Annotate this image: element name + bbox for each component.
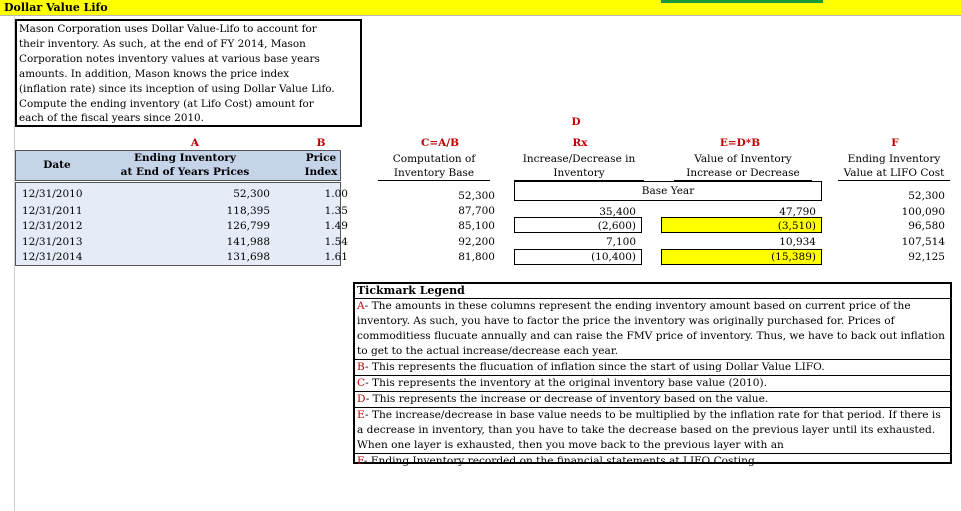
col-letter-c: C=A/B: [420, 137, 459, 149]
header-computation-1: Computation of: [392, 153, 476, 165]
legend-text: - The increase/decrease in base value needs to be multiplied by the inflation rate for that period. If there is a decrease in inventory, than you have to take the decrease based on the previous layer until its exhausted. When one layer is exhausted, then you move back to the previous layer with an: [357, 409, 941, 451]
legend-text: - This represents the inventory at the original inventory base value (2010).: [365, 377, 768, 389]
cell-inventory-base[interactable]: 87,700: [458, 205, 495, 217]
legend-text: - The amounts in these columns represent the ending inventory amount based on current price of the inventory. As such, you have to factor the price the inventory was originally purchased for. Prices of commoditiess flucuate annually and can raise the FMV price of inventory. Thus, we have to back out inflation to get to the actual increase/decrease each year.: [357, 300, 945, 357]
header-ending-lifo-1: Ending Inventory: [847, 153, 941, 165]
cell-ending-inventory[interactable]: 131,698: [226, 251, 270, 263]
legend-item-f: [355, 453, 950, 469]
legend-letter: E: [357, 409, 365, 421]
cell-value-change[interactable]: 47,790: [779, 206, 816, 218]
legend-letter: C: [357, 377, 366, 389]
cell-ending-lifo[interactable]: 100,090: [901, 206, 945, 218]
cell-date[interactable]: 12/31/2014: [22, 251, 83, 263]
cell-ending-lifo[interactable]: 92,125: [908, 251, 945, 263]
cell-date[interactable]: 12/31/2011: [22, 205, 83, 217]
cell-inventory-change[interactable]: (10,400): [591, 251, 636, 263]
cell-date[interactable]: 12/31/2013: [22, 236, 83, 248]
cell-price-index[interactable]: 1.61: [324, 251, 348, 263]
header-value-2: Increase or Decrease: [674, 166, 812, 181]
col-letter-a: A: [190, 137, 200, 149]
cell-ending-inventory[interactable]: 126,799: [226, 220, 270, 232]
legend-item-b: [355, 359, 950, 375]
legend-item-e: [355, 407, 950, 453]
header-date: Date: [43, 159, 71, 171]
legend-letter: A: [357, 300, 365, 312]
cell-inventory-base[interactable]: 52,300: [458, 190, 495, 202]
selected-cell-indicator: [661, 0, 823, 3]
col-letter-rx: Rx: [572, 137, 588, 149]
header-price-2: Index: [304, 166, 338, 178]
col-letter-d: D: [571, 116, 581, 128]
tickmark-legend-textbox[interactable]: [353, 282, 952, 467]
legend-item-a: [355, 299, 950, 359]
cell-ending-inventory[interactable]: 141,988: [226, 236, 270, 248]
legend-title: Tickmark Legend: [355, 284, 950, 299]
legend-text: - This represents the flucuation of inflation since the start of using Dollar Value LIFO.: [364, 361, 825, 373]
legend-letter: F: [357, 455, 364, 467]
col-letter-f: F: [891, 137, 899, 149]
cell-price-index[interactable]: 1.54: [324, 236, 348, 248]
cell-ending-inventory[interactable]: 118,395: [226, 205, 270, 217]
col-letter-b: B: [316, 137, 326, 149]
header-price-1: Price: [305, 152, 337, 164]
legend-letter: D: [357, 393, 366, 405]
cell-inventory-base[interactable]: 85,100: [458, 220, 495, 232]
legend-item-d: [355, 391, 950, 407]
intro-textbox[interactable]: Mason Corporation uses Dollar Value-Lifo to account for their inventory. As such, at the end of FY 2014, Mason Corporation notes inventory values at various base years amounts. In addition, Mason knows the price index (inflation rate) since its inception of using Dollar Value Lifo. Compute the ending inventory (at Lifo Cost) amount for each of the fiscal years since 2010.: [15, 19, 362, 127]
cell-ending-lifo[interactable]: 52,300: [908, 190, 945, 202]
cell-date[interactable]: 12/31/2012: [22, 220, 83, 232]
cell-ending-inventory[interactable]: 52,300: [233, 188, 270, 200]
base-year-cell[interactable]: Base Year: [514, 181, 822, 201]
header-ending-inventory-2: at End of Years Prices: [120, 166, 250, 178]
cell-value-change[interactable]: (15,389): [771, 251, 816, 263]
cell-inventory-change[interactable]: (2,600): [597, 220, 636, 232]
cell-inventory-base[interactable]: 92,200: [458, 236, 495, 248]
cell-price-index[interactable]: 1.49: [324, 220, 348, 232]
cell-inventory-change[interactable]: 7,100: [605, 236, 636, 248]
cell-price-index[interactable]: 1.35: [324, 205, 348, 217]
cell-ending-lifo[interactable]: 107,514: [901, 236, 945, 248]
header-computation-2: Inventory Base: [378, 166, 490, 181]
cell-value-change[interactable]: 10,934: [779, 236, 816, 248]
legend-item-c: [355, 375, 950, 391]
legend-letter: B: [357, 361, 365, 373]
header-ending-lifo-2: Value at LIFO Cost: [838, 166, 950, 181]
legend-text: - Ending Inventory recorded on the financial statements at LIFO Costing.: [363, 455, 759, 467]
cell-value-change[interactable]: (3,510): [777, 220, 816, 232]
header-incdec-1: Increase/Decrease in: [522, 153, 636, 165]
header-incdec-2: Inventory: [514, 166, 644, 181]
header-value-1: Value of Inventory: [694, 153, 792, 165]
cell-inventory-change[interactable]: 35,400: [599, 206, 636, 218]
cell-date[interactable]: 12/31/2010: [22, 188, 83, 200]
sheet-title[interactable]: Dollar Value Lifo: [4, 1, 108, 14]
header-ending-inventory-1: Ending Inventory: [133, 152, 237, 164]
cell-price-index[interactable]: 1.00: [324, 188, 348, 200]
cell-ending-lifo[interactable]: 96,580: [908, 220, 945, 232]
cell-inventory-base[interactable]: 81,800: [458, 251, 495, 263]
col-letter-e: E=D*B: [719, 137, 761, 149]
legend-text: - This represents the increase or decrease of inventory based on the value.: [365, 393, 769, 405]
